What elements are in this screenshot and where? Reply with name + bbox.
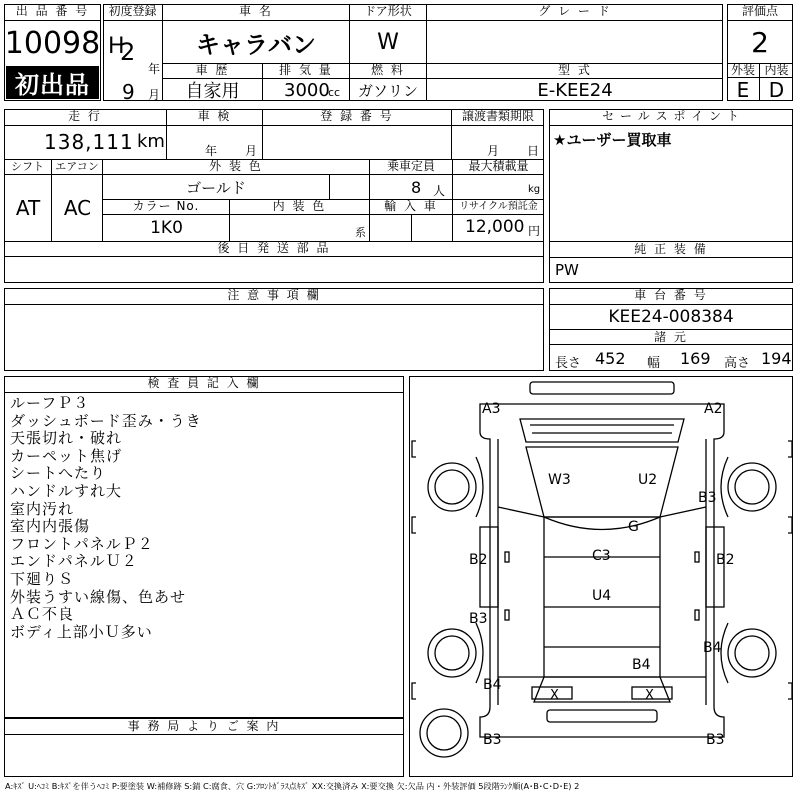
damage-code-a3-front-left: A3 (482, 401, 501, 417)
car-name: キャラバン (163, 21, 350, 63)
standard-equipment-label: 純 正 装 備 (549, 241, 793, 258)
damage-code-b4-center: B4 (632, 657, 651, 673)
color-number-value: 1K0 (150, 218, 183, 238)
divider (452, 175, 453, 199)
inspector-note: エンドパネルＵ２ (10, 552, 138, 571)
divider (369, 215, 370, 241)
damage-code-w3: W3 (548, 472, 571, 488)
damage-code-b3-left: B3 (469, 611, 488, 627)
inspector-note: ボディ上部小Ｕ多い (10, 622, 153, 641)
transfer-day-unit: 日 (527, 144, 540, 158)
fuel-value: ガソリン (350, 79, 427, 101)
divider (451, 126, 452, 159)
divider (369, 175, 370, 199)
damage-code-g: G (628, 519, 639, 535)
registration-number-label: 登 録 番 号 (263, 109, 452, 126)
inspector-note: カーペット焦げ (10, 446, 123, 465)
color-number-label: カラー No. (103, 199, 230, 215)
damage-code-u2: U2 (638, 472, 658, 488)
inspector-note: ＡＣ不良 (10, 605, 75, 624)
inspector-note: フロントパネルＰ２ (10, 534, 154, 553)
year-unit: 年 (148, 62, 161, 76)
first-registration-month: 9 (122, 80, 135, 104)
mileage-value: 138,111 (44, 130, 134, 154)
office-notice-label: 事 務 局 よ り ご 案 内 (4, 718, 404, 735)
width-value: 169 (680, 349, 711, 368)
score-label: 評価点 (727, 4, 793, 21)
history-value: 自家用 (163, 79, 263, 101)
damage-code-c3: C3 (592, 548, 611, 564)
lot-number-label: 出 品 番 号 (4, 4, 101, 21)
replace-mark-left: X (550, 688, 559, 703)
damage-code-b3-rear-right: B3 (706, 732, 725, 748)
exterior-label: 外装 (727, 63, 760, 78)
model-code-value: E-KEE24 (537, 79, 613, 101)
grade-label: グ レ ー ド (427, 4, 723, 21)
damage-code-b3-rear-left: B3 (483, 732, 502, 748)
transfer-month-unit: 月 (487, 144, 500, 158)
inspector-note: ハンドルすれ大 (10, 482, 123, 500)
car-damage-diagram (409, 376, 793, 777)
recycle-deposit-label: リサイクル預託金 (453, 199, 544, 215)
body-color-value: ゴールド (103, 175, 330, 199)
office-notice-area (4, 735, 404, 777)
sales-point-value: ★ユーザー買取車 (553, 131, 672, 149)
inspector-note: 外装うすい線傷、色あせ (10, 587, 187, 606)
later-shipped-parts-label: 後 日 発 送 部 品 (4, 241, 544, 257)
divider (166, 126, 167, 159)
inspector-notes-label: 検 査 員 記 入 欄 (4, 376, 404, 393)
door-type-value: W (350, 21, 427, 63)
interior-grade: D (768, 77, 785, 102)
inspector-note: 下廻りＳ (10, 570, 75, 588)
damage-code-b4-right: B4 (703, 640, 722, 656)
displacement-unit: cc (328, 86, 341, 99)
car-outline-graphic (410, 377, 794, 778)
height-label: 高さ (724, 356, 751, 371)
displacement-value: 3000 (284, 80, 330, 101)
body-color-label: 外 装 色 (103, 159, 370, 175)
length-label: 長さ (555, 356, 582, 371)
max-load-unit: kg (528, 184, 541, 195)
history-label: 車 歴 (163, 63, 263, 78)
caution-label: 注 意 事 項 欄 (4, 288, 544, 305)
shift-value: AT (15, 196, 41, 220)
door-type-label: ドア形状 (350, 4, 427, 21)
first-registration-era: H (108, 34, 125, 59)
model-code-label: 型 式 (558, 63, 592, 77)
height-value: 194 (761, 349, 792, 368)
inspection-year-unit: 年 (205, 144, 218, 158)
divider (411, 215, 412, 241)
fuel-label: 燃 料 (350, 63, 427, 78)
month-unit: 月 (148, 88, 161, 102)
spec-label: 諸 元 (549, 330, 793, 345)
ac-value: AC (63, 196, 92, 220)
divider (262, 126, 263, 159)
legend-text: A:ｷｽﾞ U:ﾍｺﾐ B:ｷｽﾞを伴うﾍｺﾐ P:要塗装 W:補修跡 S:錆 C:腐食、穴 G:ﾌﾛﾝﾄｶﾞﾗｽ点ｷｽﾞ XX:交換済み X:要交換 欠:欠品 内・外装評価 5段階ﾗﾝｸ順(A･B･C･D･E) 2 (5, 781, 580, 791)
replace-mark-right: X (645, 688, 654, 703)
damage-code-b3-right-front: B3 (698, 490, 717, 506)
damage-code-b2-left: B2 (469, 552, 488, 568)
ac-label: エアコン (52, 159, 103, 175)
capacity-value: 8 (411, 178, 422, 197)
inspector-note: ダッシュボード歪み・うき (10, 411, 202, 430)
interior-color-label: 内 装 色 (230, 199, 370, 215)
interior-label: 内装 (760, 63, 793, 78)
length-value: 452 (595, 349, 626, 368)
shift-label: シフト (4, 159, 52, 175)
sales-point-label: セ ー ル ス ポ イ ン ト (549, 109, 793, 126)
inspector-note: 室内内張傷 (10, 517, 91, 536)
car-name-label: 車 名 (163, 4, 350, 21)
inspector-note: シートへたり (10, 464, 107, 483)
chassis-number-label: 車 台 番 号 (549, 288, 793, 305)
recycle-deposit-unit: 円 (528, 224, 541, 238)
lot-number: 10098 (4, 25, 101, 61)
mileage-label: 走 行 (4, 109, 167, 126)
mileage-unit: km (137, 131, 165, 152)
interior-color-unit: 系 (355, 226, 366, 239)
capacity-unit: 人 (433, 184, 446, 198)
inspector-note: 室内汚れ (10, 499, 75, 518)
imported-car-label: 輸 入 車 (370, 199, 453, 215)
first-registration-label: 初度登録 (103, 4, 163, 21)
damage-code-a2-front-right: A2 (704, 401, 723, 417)
damage-code-b4-left: B4 (483, 677, 502, 693)
first-registration-year: 2 (120, 38, 136, 66)
damage-code-u4: U4 (592, 588, 612, 604)
inspection-month-unit: 月 (245, 144, 258, 158)
transfer-deadline-label: 譲渡書類期限 (452, 109, 544, 126)
max-load-label: 最大積載量 (453, 159, 544, 175)
score-value: 2 (751, 25, 769, 59)
inspector-note: 天張切れ・破れ (10, 429, 123, 448)
divider (452, 215, 453, 241)
recycle-deposit-value: 12,000 (465, 217, 525, 237)
exterior-grade: E (727, 78, 760, 101)
inspection-label: 車 検 (167, 109, 263, 126)
damage-code-b2-right: B2 (716, 552, 735, 568)
inspector-note: ルーフＰ３ (10, 394, 90, 412)
displacement-label: 排 気 量 (263, 63, 350, 78)
first-listing-badge: 初出品 (6, 66, 99, 99)
capacity-label: 乗車定員 (370, 159, 453, 175)
chassis-number-value: KEE24-008384 (549, 305, 793, 330)
grade-value (427, 21, 723, 63)
standard-equipment-value: PW (555, 261, 579, 279)
width-label: 幅 (647, 356, 661, 371)
